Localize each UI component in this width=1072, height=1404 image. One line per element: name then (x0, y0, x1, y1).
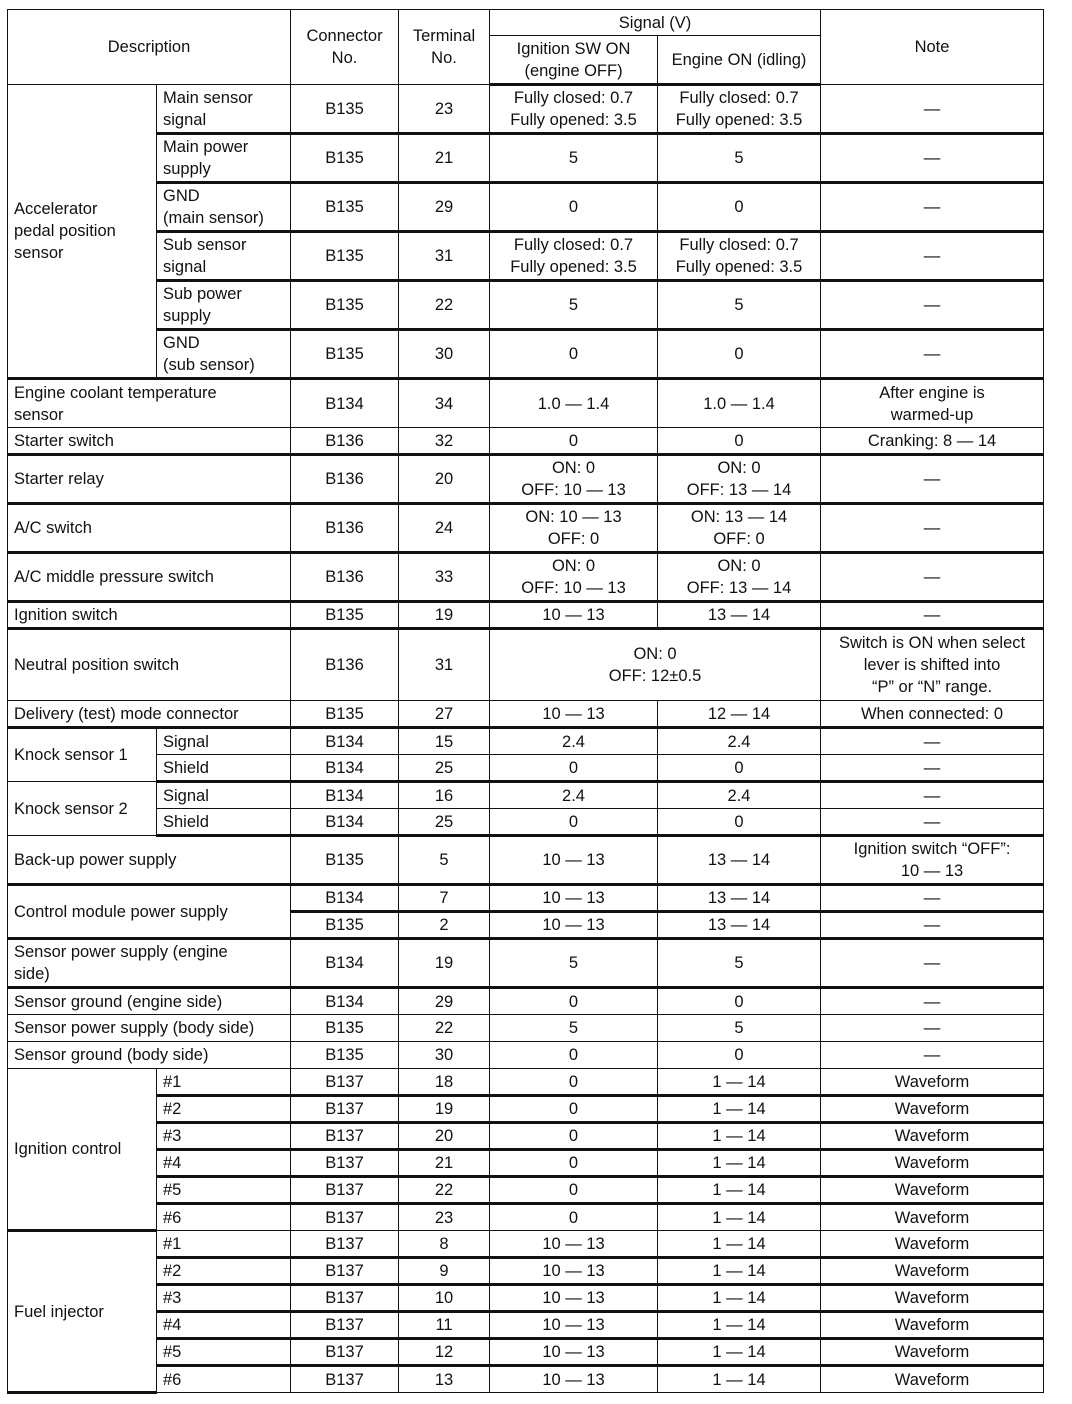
row-description: Back-up power supply (8, 836, 291, 885)
cell-connector: B136 (291, 504, 399, 553)
cell-ign: ON: 0 OFF: 10 — 13 (490, 553, 658, 602)
cell-eng: 13 — 14 (658, 885, 821, 912)
cell-terminal: 25 (399, 809, 490, 836)
cell-note: — (821, 455, 1044, 504)
cell-terminal: 32 (399, 428, 490, 455)
cell-note: — (821, 183, 1044, 232)
row-description: A/C switch (8, 504, 291, 553)
cell-terminal: 30 (399, 330, 490, 379)
cell-connector: B135 (291, 232, 399, 281)
cell-connector: B135 (291, 701, 399, 728)
row-sub: #6 (157, 1366, 291, 1393)
cell-note: Waveform (821, 1204, 1044, 1231)
cell-terminal: 20 (399, 1123, 490, 1150)
row-sub: #5 (157, 1177, 291, 1204)
header-connector: Connector No. (291, 10, 399, 85)
cell-note: — (821, 553, 1044, 602)
table-row (8, 755, 1044, 782)
row-description: Starter relay (8, 455, 291, 504)
signal-table (7, 9, 1044, 1394)
table-row (8, 1069, 1044, 1096)
row-description: Delivery (test) mode connector (8, 701, 291, 728)
cell-terminal: 21 (399, 134, 490, 183)
cell-terminal: 25 (399, 755, 490, 782)
cell-eng: 13 — 14 (658, 912, 821, 939)
cell-connector: B137 (291, 1231, 399, 1258)
cell-connector: B135 (291, 912, 399, 939)
cell-connector: B137 (291, 1150, 399, 1177)
cell-terminal: 2 (399, 912, 490, 939)
cell-ign: 0 (490, 1204, 658, 1231)
table-row (8, 504, 1044, 553)
cell-signal: ON: 0 OFF: 12±0.5 (490, 629, 821, 701)
cell-terminal: 5 (399, 836, 490, 885)
cell-connector: B134 (291, 782, 399, 809)
cell-note: — (821, 602, 1044, 629)
cell-eng: 1 — 14 (658, 1285, 821, 1312)
row-description: Sensor ground (engine side) (8, 988, 291, 1015)
cell-ign: 0 (490, 1177, 658, 1204)
row-description: Ignition switch (8, 602, 291, 629)
table-row (8, 939, 1044, 988)
cell-terminal: 29 (399, 183, 490, 232)
row-description: Sensor power supply (body side) (8, 1015, 291, 1042)
cell-ign: 10 — 13 (490, 1312, 658, 1339)
cell-connector: B137 (291, 1204, 399, 1231)
table-row (8, 728, 1044, 755)
cell-connector: B135 (291, 134, 399, 183)
cell-terminal: 15 (399, 728, 490, 755)
table-row (8, 885, 1044, 912)
row-label: Knock sensor 2 (8, 782, 157, 836)
row-sub: #3 (157, 1123, 291, 1150)
cell-terminal: 33 (399, 553, 490, 602)
cell-ign: 0 (490, 1123, 658, 1150)
table-row (8, 701, 1044, 728)
cell-eng: 13 — 14 (658, 602, 821, 629)
cell-connector: B137 (291, 1096, 399, 1123)
row-sub: Main power supply (157, 134, 291, 183)
row-label: Knock sensor 1 (8, 728, 157, 782)
cell-note: Waveform (821, 1150, 1044, 1177)
row-label: Fuel injector (8, 1231, 157, 1393)
cell-ign: 10 — 13 (490, 1231, 658, 1258)
table-row (8, 134, 1044, 183)
cell-eng: 5 (658, 939, 821, 988)
cell-ign: 0 (490, 1150, 658, 1177)
table-row (8, 1285, 1044, 1312)
cell-note: — (821, 809, 1044, 836)
table-row (8, 836, 1044, 885)
row-sub: Signal (157, 728, 291, 755)
cell-eng: 0 (658, 988, 821, 1015)
row-label: Ignition control (8, 1069, 157, 1231)
table-row (8, 809, 1044, 836)
cell-note: — (821, 1015, 1044, 1042)
cell-connector: B134 (291, 988, 399, 1015)
table-row (8, 602, 1044, 629)
cell-connector: B134 (291, 755, 399, 782)
cell-terminal: 23 (399, 85, 490, 134)
cell-connector: B135 (291, 330, 399, 379)
header-description: Description (8, 10, 291, 85)
cell-terminal: 19 (399, 939, 490, 988)
cell-connector: B135 (291, 85, 399, 134)
row-sub: Main sensor signal (157, 85, 291, 134)
cell-eng: 2.4 (658, 782, 821, 809)
row-sub: #4 (157, 1312, 291, 1339)
cell-terminal: 13 (399, 1366, 490, 1393)
table-row (8, 455, 1044, 504)
cell-note: Waveform (821, 1285, 1044, 1312)
cell-connector: B134 (291, 939, 399, 988)
table-row (8, 1177, 1044, 1204)
cell-connector: B137 (291, 1123, 399, 1150)
row-sub: #2 (157, 1096, 291, 1123)
table-row (8, 183, 1044, 232)
cell-ign: 0 (490, 1096, 658, 1123)
cell-ign: 10 — 13 (490, 1285, 658, 1312)
cell-note: Waveform (821, 1177, 1044, 1204)
cell-terminal: 23 (399, 1204, 490, 1231)
cell-terminal: 22 (399, 1015, 490, 1042)
cell-ign: 0 (490, 428, 658, 455)
cell-ign: ON: 0 OFF: 10 — 13 (490, 455, 658, 504)
table-row (8, 85, 1044, 134)
cell-note: Waveform (821, 1123, 1044, 1150)
cell-eng: 1.0 — 1.4 (658, 379, 821, 428)
header-ign-on: Ignition SW ON (engine OFF) (490, 36, 658, 85)
cell-terminal: 7 (399, 885, 490, 912)
cell-connector: B135 (291, 602, 399, 629)
cell-note: — (821, 988, 1044, 1015)
table-row (8, 379, 1044, 428)
cell-connector: B134 (291, 885, 399, 912)
cell-ign: 10 — 13 (490, 701, 658, 728)
row-sub: #3 (157, 1285, 291, 1312)
row-sub: Sub power supply (157, 281, 291, 330)
table-row (8, 988, 1044, 1015)
row-sub: #1 (157, 1069, 291, 1096)
cell-note: Ignition switch “OFF”: 10 — 13 (821, 836, 1044, 885)
cell-terminal: 10 (399, 1285, 490, 1312)
cell-note: — (821, 504, 1044, 553)
cell-eng: 1 — 14 (658, 1312, 821, 1339)
cell-note: — (821, 885, 1044, 912)
cell-eng: 5 (658, 1015, 821, 1042)
cell-ign: 10 — 13 (490, 885, 658, 912)
cell-terminal: 27 (399, 701, 490, 728)
cell-ign: 10 — 13 (490, 836, 658, 885)
cell-note: — (821, 134, 1044, 183)
cell-connector: B137 (291, 1339, 399, 1366)
cell-ign: 10 — 13 (490, 1258, 658, 1285)
table-row (8, 782, 1044, 809)
cell-connector: B135 (291, 1015, 399, 1042)
cell-ign: 5 (490, 939, 658, 988)
cell-note: — (821, 728, 1044, 755)
cell-terminal: 22 (399, 281, 490, 330)
cell-terminal: 29 (399, 988, 490, 1015)
cell-terminal: 22 (399, 1177, 490, 1204)
cell-terminal: 9 (399, 1258, 490, 1285)
cell-eng: ON: 0 OFF: 13 — 14 (658, 553, 821, 602)
row-sub: Shield (157, 809, 291, 836)
cell-eng: 1 — 14 (658, 1069, 821, 1096)
cell-terminal: 12 (399, 1339, 490, 1366)
table-row (8, 1123, 1044, 1150)
table-row (8, 629, 1044, 701)
cell-connector: B134 (291, 379, 399, 428)
cell-note: — (821, 85, 1044, 134)
cell-ign: 10 — 13 (490, 1339, 658, 1366)
cell-note: Waveform (821, 1231, 1044, 1258)
cell-connector: B136 (291, 629, 399, 701)
row-sub: GND (sub sensor) (157, 330, 291, 379)
cell-eng: 0 (658, 183, 821, 232)
table-row (8, 1015, 1044, 1042)
cell-terminal: 30 (399, 1042, 490, 1069)
cell-ign: 10 — 13 (490, 912, 658, 939)
cell-connector: B134 (291, 809, 399, 836)
row-sub: GND (main sensor) (157, 183, 291, 232)
table-row (8, 281, 1044, 330)
table-row (8, 1204, 1044, 1231)
cell-eng: 1 — 14 (658, 1096, 821, 1123)
row-description: Starter switch (8, 428, 291, 455)
cell-eng: 0 (658, 330, 821, 379)
cell-connector: B135 (291, 281, 399, 330)
table-row (8, 1096, 1044, 1123)
row-description: Sensor ground (body side) (8, 1042, 291, 1069)
row-description: A/C middle pressure switch (8, 553, 291, 602)
cell-ign: 0 (490, 809, 658, 836)
cell-connector: B134 (291, 728, 399, 755)
cell-note: — (821, 782, 1044, 809)
table-row (8, 1258, 1044, 1285)
cell-eng: 0 (658, 755, 821, 782)
cell-ign: 2.4 (490, 728, 658, 755)
cell-ign: 0 (490, 183, 658, 232)
cell-eng: 0 (658, 809, 821, 836)
table-row (8, 553, 1044, 602)
cell-ign: Fully closed: 0.7 Fully opened: 3.5 (490, 232, 658, 281)
cell-note: — (821, 939, 1044, 988)
cell-eng: ON: 0 OFF: 13 — 14 (658, 455, 821, 504)
row-sub: #2 (157, 1258, 291, 1285)
cell-ign: 0 (490, 755, 658, 782)
cell-ign: 2.4 (490, 782, 658, 809)
cell-ign: Fully closed: 0.7 Fully opened: 3.5 (490, 85, 658, 134)
cell-note: Waveform (821, 1366, 1044, 1393)
cell-connector: B135 (291, 836, 399, 885)
table-row (8, 232, 1044, 281)
cell-note: Waveform (821, 1069, 1044, 1096)
cell-eng: Fully closed: 0.7 Fully opened: 3.5 (658, 232, 821, 281)
cell-eng: 1 — 14 (658, 1339, 821, 1366)
cell-eng: 12 — 14 (658, 701, 821, 728)
cell-eng: 2.4 (658, 728, 821, 755)
cell-eng: 1 — 14 (658, 1366, 821, 1393)
cell-connector: B137 (291, 1285, 399, 1312)
cell-ign: 0 (490, 1042, 658, 1069)
cell-terminal: 31 (399, 629, 490, 701)
cell-ign: 5 (490, 134, 658, 183)
cell-ign: 10 — 13 (490, 1366, 658, 1393)
table-row (8, 330, 1044, 379)
cell-ign: 5 (490, 1015, 658, 1042)
row-description: Engine coolant temperature sensor (8, 379, 291, 428)
cell-terminal: 11 (399, 1312, 490, 1339)
table-row (8, 1231, 1044, 1258)
cell-terminal: 24 (399, 504, 490, 553)
row-sub: Signal (157, 782, 291, 809)
table-row (8, 1312, 1044, 1339)
row-sub: Shield (157, 755, 291, 782)
cell-ign: 0 (490, 330, 658, 379)
cell-note: — (821, 1042, 1044, 1069)
cell-eng: 1 — 14 (658, 1231, 821, 1258)
cell-note: Waveform (821, 1312, 1044, 1339)
cell-note: Waveform (821, 1258, 1044, 1285)
cell-note: After engine is warmed-up (821, 379, 1044, 428)
table-row (8, 1150, 1044, 1177)
row-sub: #5 (157, 1339, 291, 1366)
cell-note: Cranking: 8 — 14 (821, 428, 1044, 455)
cell-connector: B137 (291, 1366, 399, 1393)
header-terminal: Terminal No. (399, 10, 490, 85)
cell-terminal: 8 (399, 1231, 490, 1258)
cell-connector: B136 (291, 553, 399, 602)
cell-connector: B135 (291, 183, 399, 232)
table-row (8, 1366, 1044, 1393)
cell-note: When connected: 0 (821, 701, 1044, 728)
row-label: Accelerator pedal position sensor (8, 85, 157, 379)
cell-eng: 1 — 14 (658, 1258, 821, 1285)
cell-connector: B135 (291, 1042, 399, 1069)
cell-ign: 10 — 13 (490, 602, 658, 629)
row-sub: #6 (157, 1204, 291, 1231)
table-row (8, 1042, 1044, 1069)
cell-connector: B137 (291, 1069, 399, 1096)
cell-eng: 1 — 14 (658, 1204, 821, 1231)
cell-ign: 0 (490, 988, 658, 1015)
row-description: Control module power supply (8, 885, 291, 939)
cell-terminal: 18 (399, 1069, 490, 1096)
cell-eng: 0 (658, 428, 821, 455)
table-row (8, 1339, 1044, 1366)
row-sub: #4 (157, 1150, 291, 1177)
cell-terminal: 19 (399, 602, 490, 629)
cell-note: — (821, 755, 1044, 782)
cell-note: — (821, 281, 1044, 330)
table-row (8, 428, 1044, 455)
cell-ign: 0 (490, 1069, 658, 1096)
cell-note: — (821, 232, 1044, 281)
cell-connector: B136 (291, 455, 399, 504)
header-signal: Signal (V) (490, 10, 821, 36)
row-sub: Sub sensor signal (157, 232, 291, 281)
cell-ign: 1.0 — 1.4 (490, 379, 658, 428)
cell-terminal: 34 (399, 379, 490, 428)
cell-eng: 13 — 14 (658, 836, 821, 885)
row-description: Sensor power supply (engine side) (8, 939, 291, 988)
cell-connector: B136 (291, 428, 399, 455)
cell-note: — (821, 912, 1044, 939)
cell-eng: 1 — 14 (658, 1177, 821, 1204)
cell-eng: Fully closed: 0.7 Fully opened: 3.5 (658, 85, 821, 134)
cell-ign: 5 (490, 281, 658, 330)
cell-eng: 0 (658, 1042, 821, 1069)
cell-terminal: 21 (399, 1150, 490, 1177)
cell-note: Switch is ON when select lever is shifted into “P” or “N” range. (821, 629, 1044, 701)
cell-eng: 1 — 14 (658, 1123, 821, 1150)
header-note: Note (821, 10, 1044, 85)
cell-note: Waveform (821, 1339, 1044, 1366)
cell-ign: ON: 10 — 13 OFF: 0 (490, 504, 658, 553)
row-description: Neutral position switch (8, 629, 291, 701)
row-sub: #1 (157, 1231, 291, 1258)
cell-eng: ON: 13 — 14 OFF: 0 (658, 504, 821, 553)
cell-terminal: 16 (399, 782, 490, 809)
cell-eng: 5 (658, 281, 821, 330)
cell-connector: B137 (291, 1258, 399, 1285)
header-engine-on: Engine ON (idling) (658, 36, 821, 85)
cell-note: — (821, 330, 1044, 379)
cell-eng: 1 — 14 (658, 1150, 821, 1177)
cell-connector: B137 (291, 1177, 399, 1204)
cell-terminal: 19 (399, 1096, 490, 1123)
cell-eng: 5 (658, 134, 821, 183)
cell-terminal: 20 (399, 455, 490, 504)
cell-terminal: 31 (399, 232, 490, 281)
cell-note: Waveform (821, 1096, 1044, 1123)
cell-connector: B137 (291, 1312, 399, 1339)
